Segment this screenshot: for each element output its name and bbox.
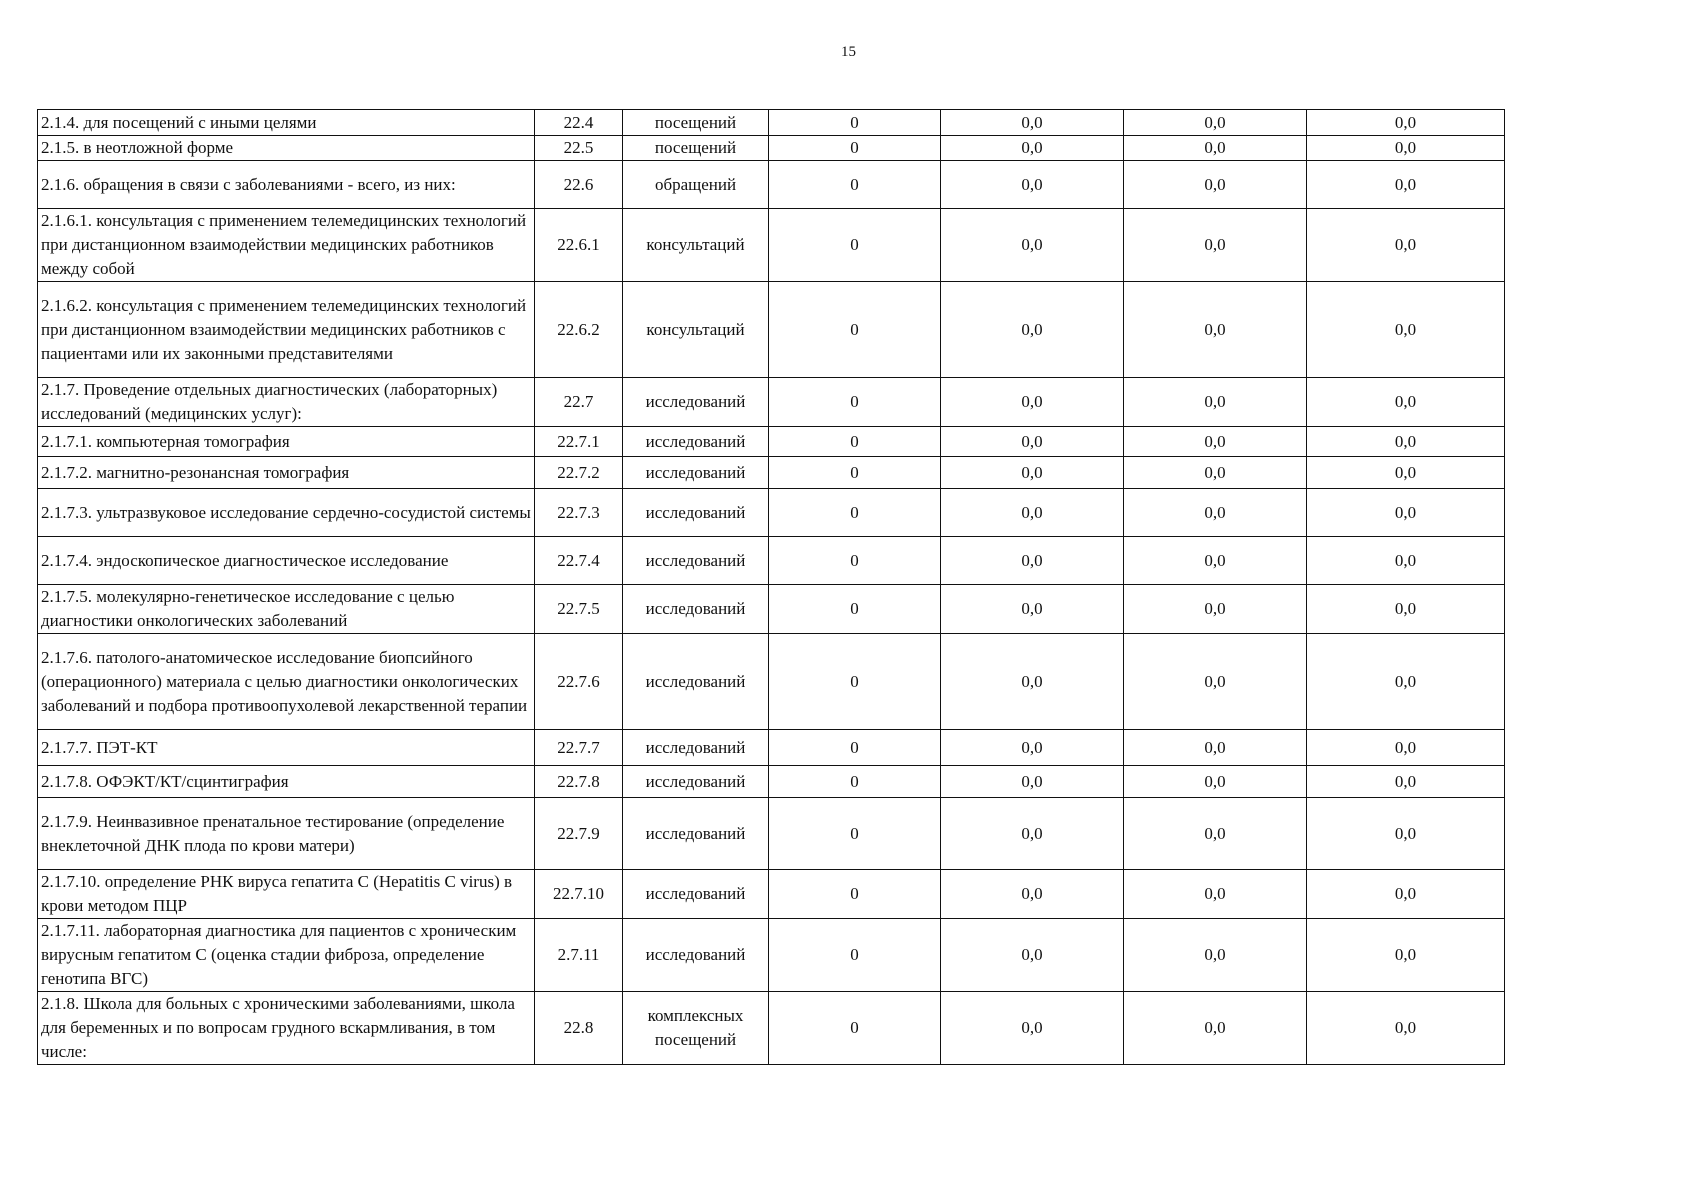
cell-value-1: 0	[769, 427, 941, 457]
cell-value-1: 0	[769, 110, 941, 136]
cell-value-3: 0,0	[1124, 798, 1307, 870]
cell-value-1: 0	[769, 161, 941, 209]
cell-value-4: 0,0	[1307, 209, 1505, 282]
cell-unit: комплексных посещений	[623, 992, 769, 1065]
cell-value-4: 0,0	[1307, 537, 1505, 585]
cell-value-2: 0,0	[941, 992, 1124, 1065]
cell-name: 2.1.7. Проведение отдельных диагностических (лабораторных) исследований (медицинских услуг):	[38, 378, 535, 427]
cell-row-number: 22.7.4	[535, 537, 623, 585]
cell-value-2: 0,0	[941, 161, 1124, 209]
cell-name: 2.1.7.2. магнитно-резонансная томография	[38, 457, 535, 489]
cell-row-number: 22.7.6	[535, 634, 623, 730]
table-row	[38, 378, 1505, 427]
cell-value-3: 0,0	[1124, 919, 1307, 992]
data-table	[37, 109, 1505, 1065]
cell-value-4: 0,0	[1307, 634, 1505, 730]
table-row	[38, 992, 1505, 1065]
cell-value-3: 0,0	[1124, 489, 1307, 537]
table-body	[38, 110, 1505, 1065]
cell-unit: посещений	[623, 136, 769, 161]
cell-value-3: 0,0	[1124, 730, 1307, 766]
cell-value-4: 0,0	[1307, 870, 1505, 919]
cell-value-4: 0,0	[1307, 919, 1505, 992]
table-row	[38, 634, 1505, 730]
cell-value-2: 0,0	[941, 798, 1124, 870]
cell-value-2: 0,0	[941, 730, 1124, 766]
cell-row-number: 22.7.9	[535, 798, 623, 870]
cell-value-2: 0,0	[941, 110, 1124, 136]
cell-value-1: 0	[769, 870, 941, 919]
cell-unit: исследований	[623, 730, 769, 766]
cell-value-3: 0,0	[1124, 766, 1307, 798]
cell-row-number: 22.6.1	[535, 209, 623, 282]
cell-value-1: 0	[769, 766, 941, 798]
table-row	[38, 766, 1505, 798]
cell-row-number: 22.8	[535, 992, 623, 1065]
table-row	[38, 209, 1505, 282]
table-row	[38, 489, 1505, 537]
cell-value-4: 0,0	[1307, 282, 1505, 378]
cell-value-2: 0,0	[941, 427, 1124, 457]
cell-value-2: 0,0	[941, 585, 1124, 634]
cell-value-1: 0	[769, 209, 941, 282]
cell-value-1: 0	[769, 585, 941, 634]
cell-name: 2.1.6.1. консультация с применением телемедицинских технологий при дистанционном взаимодействии медицинских работников между собой	[38, 209, 535, 282]
table-row	[38, 537, 1505, 585]
cell-value-4: 0,0	[1307, 766, 1505, 798]
cell-value-2: 0,0	[941, 489, 1124, 537]
cell-value-2: 0,0	[941, 136, 1124, 161]
cell-name: 2.1.7.9. Неинвазивное пренатальное тестирование (определение внеклеточной ДНК плода по крови матери)	[38, 798, 535, 870]
cell-unit: консультаций	[623, 282, 769, 378]
table-row	[38, 730, 1505, 766]
page-number: 15	[841, 44, 856, 60]
cell-unit: исследований	[623, 766, 769, 798]
cell-row-number: 22.6	[535, 161, 623, 209]
cell-value-2: 0,0	[941, 209, 1124, 282]
cell-value-4: 0,0	[1307, 457, 1505, 489]
cell-value-4: 0,0	[1307, 489, 1505, 537]
cell-name: 2.1.8. Школа для больных с хроническими заболеваниями, школа для беременных и по вопросам грудного вскармливания, в том числе:	[38, 992, 535, 1065]
cell-row-number: 2.7.11	[535, 919, 623, 992]
cell-value-1: 0	[769, 537, 941, 585]
cell-value-1: 0	[769, 282, 941, 378]
cell-value-2: 0,0	[941, 919, 1124, 992]
cell-value-4: 0,0	[1307, 161, 1505, 209]
cell-unit: исследований	[623, 427, 769, 457]
cell-value-4: 0,0	[1307, 798, 1505, 870]
table-row	[38, 282, 1505, 378]
table-row	[38, 870, 1505, 919]
cell-value-1: 0	[769, 136, 941, 161]
cell-name: 2.1.6.2. консультация с применением телемедицинских технологий при дистанционном взаимодействии медицинских работников с пациентами или их законными представителями	[38, 282, 535, 378]
cell-value-4: 0,0	[1307, 585, 1505, 634]
cell-value-1: 0	[769, 457, 941, 489]
table-row	[38, 427, 1505, 457]
cell-value-1: 0	[769, 992, 941, 1065]
cell-value-3: 0,0	[1124, 457, 1307, 489]
table-row	[38, 585, 1505, 634]
table-row	[38, 136, 1505, 161]
table-row	[38, 110, 1505, 136]
cell-row-number: 22.6.2	[535, 282, 623, 378]
cell-unit: исследований	[623, 457, 769, 489]
cell-unit: посещений	[623, 110, 769, 136]
cell-unit: исследований	[623, 585, 769, 634]
cell-value-4: 0,0	[1307, 992, 1505, 1065]
table-row	[38, 798, 1505, 870]
cell-name: 2.1.7.6. патолого-анатомическое исследование биопсийного (операционного) материала с целью диагностики онкологических заболеваний и подбора противоопухолевой лекарственной терапии	[38, 634, 535, 730]
cell-name: 2.1.7.7. ПЭТ-КТ	[38, 730, 535, 766]
cell-value-2: 0,0	[941, 378, 1124, 427]
cell-name: 2.1.7.3. ультразвуковое исследование сердечно-сосудистой системы	[38, 489, 535, 537]
cell-unit: консультаций	[623, 209, 769, 282]
table-row	[38, 161, 1505, 209]
cell-value-1: 0	[769, 378, 941, 427]
cell-value-3: 0,0	[1124, 634, 1307, 730]
cell-unit: исследований	[623, 537, 769, 585]
cell-value-2: 0,0	[941, 870, 1124, 919]
cell-row-number: 22.7.2	[535, 457, 623, 489]
cell-value-1: 0	[769, 798, 941, 870]
cell-unit: исследований	[623, 634, 769, 730]
cell-value-4: 0,0	[1307, 730, 1505, 766]
cell-value-2: 0,0	[941, 457, 1124, 489]
cell-value-3: 0,0	[1124, 161, 1307, 209]
table-row	[38, 919, 1505, 992]
cell-value-4: 0,0	[1307, 136, 1505, 161]
cell-name: 2.1.5. в неотложной форме	[38, 136, 535, 161]
cell-value-4: 0,0	[1307, 110, 1505, 136]
cell-value-2: 0,0	[941, 634, 1124, 730]
cell-name: 2.1.7.1. компьютерная томография	[38, 427, 535, 457]
cell-unit: исследований	[623, 870, 769, 919]
cell-row-number: 22.7	[535, 378, 623, 427]
cell-value-3: 0,0	[1124, 585, 1307, 634]
cell-unit: обращений	[623, 161, 769, 209]
cell-row-number: 22.7.1	[535, 427, 623, 457]
table-row	[38, 457, 1505, 489]
cell-value-4: 0,0	[1307, 427, 1505, 457]
cell-value-2: 0,0	[941, 537, 1124, 585]
cell-name: 2.1.7.10. определение РНК вируса гепатита С (Hepatitis C virus) в крови методом ПЦР	[38, 870, 535, 919]
cell-value-2: 0,0	[941, 766, 1124, 798]
cell-value-4: 0,0	[1307, 378, 1505, 427]
cell-value-3: 0,0	[1124, 992, 1307, 1065]
cell-name: 2.1.7.4. эндоскопическое диагностическое исследование	[38, 537, 535, 585]
cell-value-3: 0,0	[1124, 110, 1307, 136]
cell-value-1: 0	[769, 489, 941, 537]
cell-value-3: 0,0	[1124, 282, 1307, 378]
cell-unit: исследований	[623, 798, 769, 870]
cell-name: 2.1.4. для посещений с иными целями	[38, 110, 535, 136]
cell-name: 2.1.6. обращения в связи с заболеваниями - всего, из них:	[38, 161, 535, 209]
cell-value-1: 0	[769, 634, 941, 730]
cell-row-number: 22.7.10	[535, 870, 623, 919]
cell-name: 2.1.7.5. молекулярно-генетическое исследование с целью диагностики онкологических заболеваний	[38, 585, 535, 634]
cell-value-3: 0,0	[1124, 136, 1307, 161]
cell-name: 2.1.7.11. лабораторная диагностика для пациентов с хроническим вирусным гепатитом С (оценка стадии фиброза, определение генотипа ВГС)	[38, 919, 535, 992]
cell-value-3: 0,0	[1124, 209, 1307, 282]
cell-value-3: 0,0	[1124, 537, 1307, 585]
cell-row-number: 22.7.3	[535, 489, 623, 537]
cell-row-number: 22.7.8	[535, 766, 623, 798]
cell-value-3: 0,0	[1124, 378, 1307, 427]
cell-unit: исследований	[623, 489, 769, 537]
cell-name: 2.1.7.8. ОФЭКТ/КТ/сцинтиграфия	[38, 766, 535, 798]
cell-value-2: 0,0	[941, 282, 1124, 378]
cell-value-1: 0	[769, 730, 941, 766]
cell-value-3: 0,0	[1124, 427, 1307, 457]
cell-row-number: 22.7.7	[535, 730, 623, 766]
cell-unit: исследований	[623, 378, 769, 427]
cell-row-number: 22.4	[535, 110, 623, 136]
cell-value-3: 0,0	[1124, 870, 1307, 919]
cell-value-1: 0	[769, 919, 941, 992]
cell-row-number: 22.7.5	[535, 585, 623, 634]
cell-unit: исследований	[623, 919, 769, 992]
cell-row-number: 22.5	[535, 136, 623, 161]
